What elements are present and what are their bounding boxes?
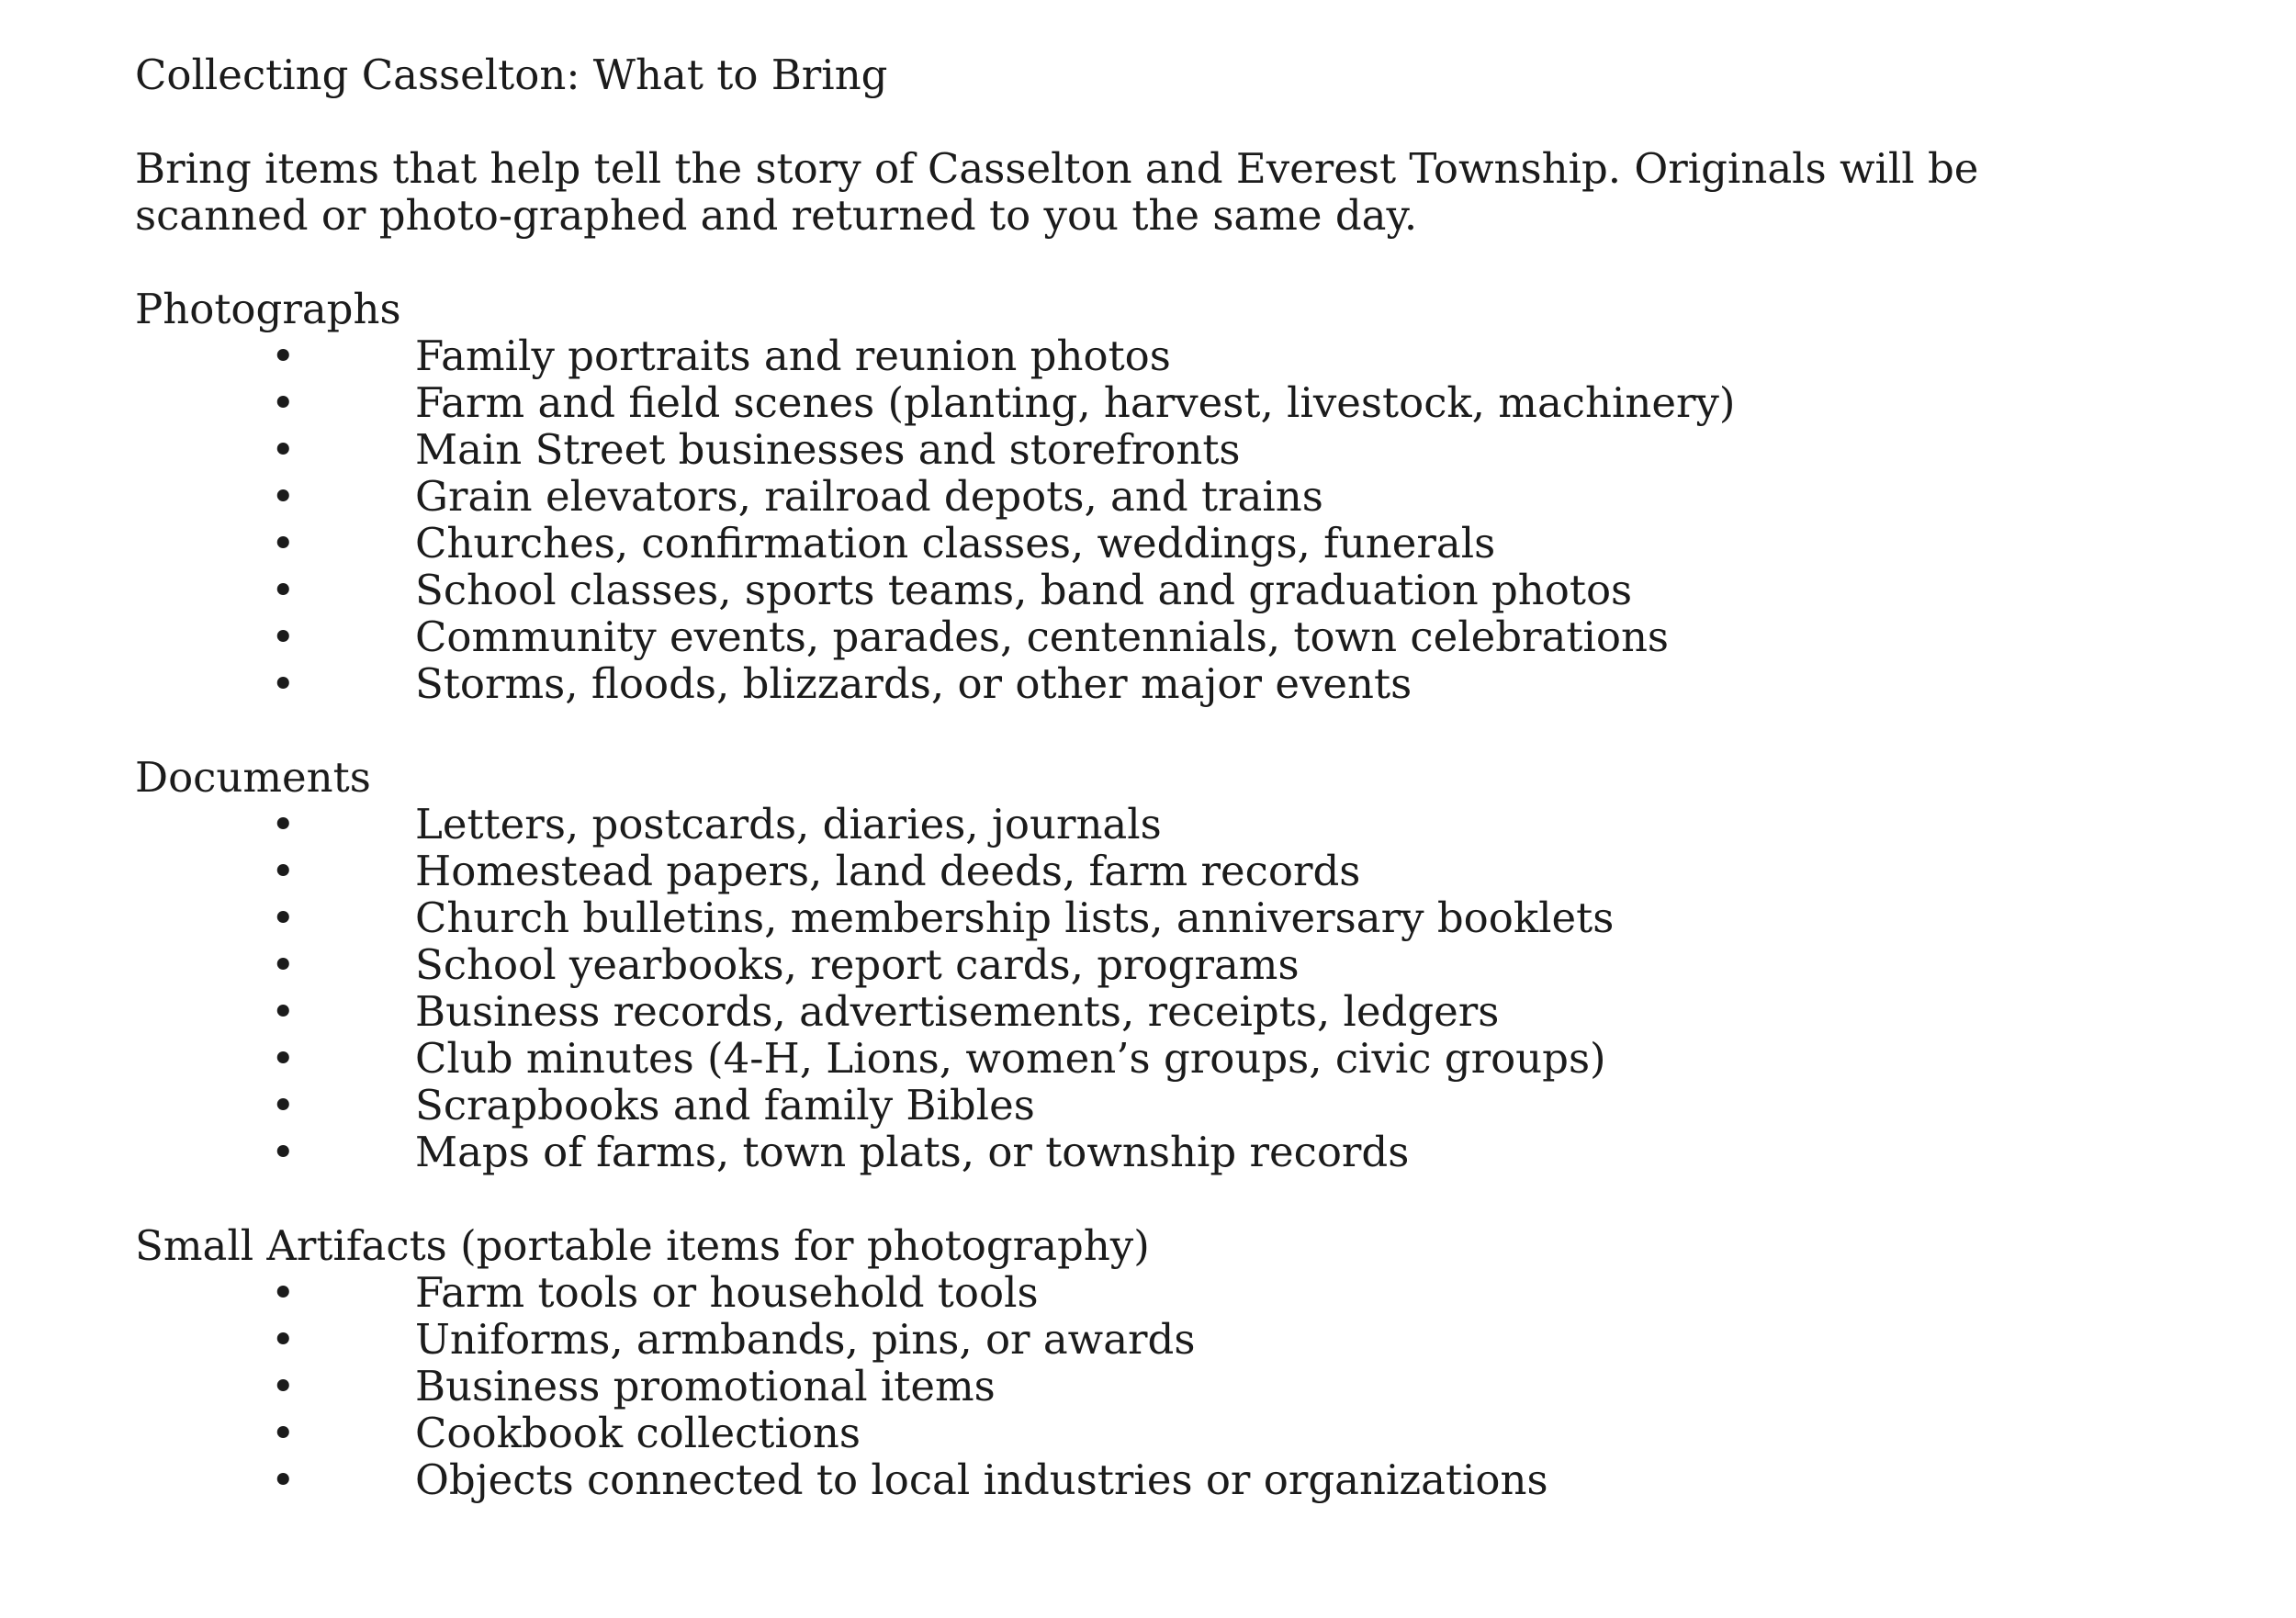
list-item-text: Church bulletins, membership lists, anniversary booklets	[415, 893, 1615, 942]
bullet-icon: •	[271, 331, 296, 380]
list-item	[135, 426, 2201, 473]
bullet-icon: •	[271, 1362, 296, 1410]
list-item	[135, 520, 2201, 567]
list-item-text: Club minutes (4-H, Lions, women’s groups, civic groups)	[415, 1034, 1606, 1083]
bullet-icon: •	[271, 425, 296, 474]
list-item	[135, 1082, 2201, 1129]
section	[135, 754, 2201, 1175]
list-item	[135, 801, 2201, 848]
bullet-icon: •	[271, 800, 296, 848]
document-title: Collecting Casselton: What to Bring	[135, 51, 888, 99]
list-item-text: Farm and field scenes (planting, harvest, livestock, machinery)	[415, 378, 1736, 427]
bullet-icon: •	[271, 940, 296, 989]
list-item-text: Homestead papers, land deeds, farm records	[415, 847, 1361, 895]
list-item	[135, 1035, 2201, 1082]
list-item	[135, 473, 2201, 520]
document-page	[135, 51, 2201, 1503]
list-item	[135, 1316, 2201, 1363]
list-item-text: Farm tools or household tools	[415, 1268, 1039, 1317]
list-item	[135, 332, 2201, 379]
list-item	[135, 660, 2201, 707]
bullet-icon: •	[271, 1409, 296, 1457]
bullet-icon: •	[271, 566, 296, 614]
list-item	[135, 848, 2201, 894]
list-item-text: Maps of farms, town plats, or township records	[415, 1128, 1410, 1176]
list-item-text: Churches, confirmation classes, weddings, funerals	[415, 519, 1496, 567]
section-heading: Photographs	[135, 285, 401, 333]
list-item-text: Grain elevators, railroad depots, and trains	[415, 472, 1323, 521]
list-item-text: Business records, advertisements, receipts, ledgers	[415, 987, 1500, 1036]
intro-paragraph: Bring items that help tell the story of Casselton and Everest Township. Originals will be scanned or photo-graphed and returned to you the same day.	[135, 144, 1979, 240]
list-item-text: School classes, sports teams, band and graduation photos	[415, 566, 1633, 614]
bullet-icon: •	[271, 987, 296, 1036]
bullet-icon: •	[271, 1034, 296, 1083]
list-item	[135, 1363, 2201, 1410]
list-item	[135, 941, 2201, 988]
bullet-icon: •	[271, 1268, 296, 1317]
list-item	[135, 379, 2201, 426]
list-item-text: Scrapbooks and family Bibles	[415, 1081, 1035, 1129]
list-item-text: Uniforms, armbands, pins, or awards	[415, 1315, 1196, 1364]
list-item-text: Objects connected to local industries or organizations	[415, 1455, 1548, 1504]
bullet-icon: •	[271, 1455, 296, 1504]
bullet-icon: •	[271, 612, 296, 661]
bullet-icon: •	[271, 519, 296, 567]
bullet-icon: •	[271, 847, 296, 895]
list-item	[135, 1129, 2201, 1175]
list-item-text: Community events, parades, centennials, town celebrations	[415, 612, 1670, 661]
section	[135, 1222, 2201, 1503]
list-item-text: Letters, postcards, diaries, journals	[415, 800, 1162, 848]
list-item-text: Family portraits and reunion photos	[415, 331, 1171, 380]
bullet-icon: •	[271, 1081, 296, 1129]
section	[135, 286, 2201, 707]
list-item-text: Business promotional items	[415, 1362, 996, 1410]
bullet-icon: •	[271, 378, 296, 427]
list-item	[135, 1456, 2201, 1503]
list-item	[135, 988, 2201, 1035]
bullet-list	[135, 1269, 2201, 1503]
bullet-list	[135, 801, 2201, 1175]
bullet-icon: •	[271, 1315, 296, 1364]
section-heading: Documents	[135, 753, 371, 802]
section-heading: Small Artifacts (portable items for photography)	[135, 1221, 1150, 1270]
bullet-icon: •	[271, 472, 296, 521]
list-item-text: Cookbook collections	[415, 1409, 861, 1457]
list-item	[135, 894, 2201, 941]
bullet-icon: •	[271, 1128, 296, 1176]
bullet-icon: •	[271, 893, 296, 942]
list-item-text: School yearbooks, report cards, programs	[415, 940, 1300, 989]
list-item	[135, 1410, 2201, 1456]
list-item-text: Storms, floods, blizzards, or other major events	[415, 659, 1412, 708]
list-item	[135, 567, 2201, 613]
list-item	[135, 1269, 2201, 1316]
sections-container	[135, 286, 2201, 1503]
bullet-list	[135, 332, 2201, 707]
list-item	[135, 613, 2201, 660]
bullet-icon: •	[271, 659, 296, 708]
list-item-text: Main Street businesses and storefronts	[415, 425, 1241, 474]
